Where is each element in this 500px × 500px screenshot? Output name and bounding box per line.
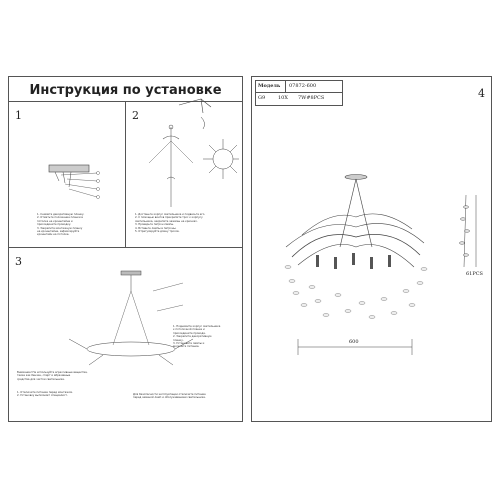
spec-wattage: 7W#8PCS (298, 95, 325, 101)
page-number: 4 (478, 87, 485, 100)
width-dimension: 600 (349, 339, 359, 345)
instruction-title: Инструкция по установке (29, 83, 222, 98)
step1-mounting-plate-illustration (45, 165, 105, 205)
spec-quantity: 10X (278, 95, 288, 101)
spec-page-right (251, 76, 492, 422)
step-number-2: 2 (132, 109, 139, 122)
step-number-3: 3 (15, 255, 22, 268)
footer-notes: Для безопасности эксплуатации отключите питание перед заменой ламп и обслуживанием светильника. (133, 393, 206, 400)
step3-notes: 1. Поднимите корпус светильника к потолочной планке и присоедините провода. 2. Закрепите декоративную планку. 3. Установите лампы и включите питание. (173, 325, 221, 349)
spec-lamp-type: G9 (258, 95, 266, 101)
step1-notes: 1. Снимите декоративную планку. 2. Отметьте положение планки в потолке на кронштейне и присоедините проводку. 3. Закрепите монтажную планку на кронштейне, зафиксируйте кронштейн на потолке. (37, 213, 85, 237)
column-divider (125, 101, 126, 247)
checklist-notes: 1. Отключите питание перед монтажом. 2. Установку выполняет специалист. (17, 391, 73, 398)
model-label: Модель (258, 83, 281, 89)
row-divider (9, 247, 242, 248)
model-value: 07872-600 (289, 83, 317, 89)
step2-notes: 1. Достаньте корпус светильника и подвесьте его. 2. С помощью винтов прикрепите трос к корпусу светильника, закрепите зажимы на крючках. 3. Проверьте патрон лампы. 4. Вставьте лампы в патроны. 5. Отрегулируйте длину тросов. (135, 213, 206, 234)
warning-notes: Внимание! Не используйте агрессивные вещества, такие как бензин, спирт и абразивные средства для чистки светильника. (17, 371, 88, 381)
step-number-1: 1 (15, 109, 22, 122)
chandelier-drawing (252, 77, 491, 421)
instruction-page-left (8, 76, 243, 422)
pendant-count: 61PCS (466, 271, 483, 277)
step2-suspension-illustration (131, 97, 241, 207)
